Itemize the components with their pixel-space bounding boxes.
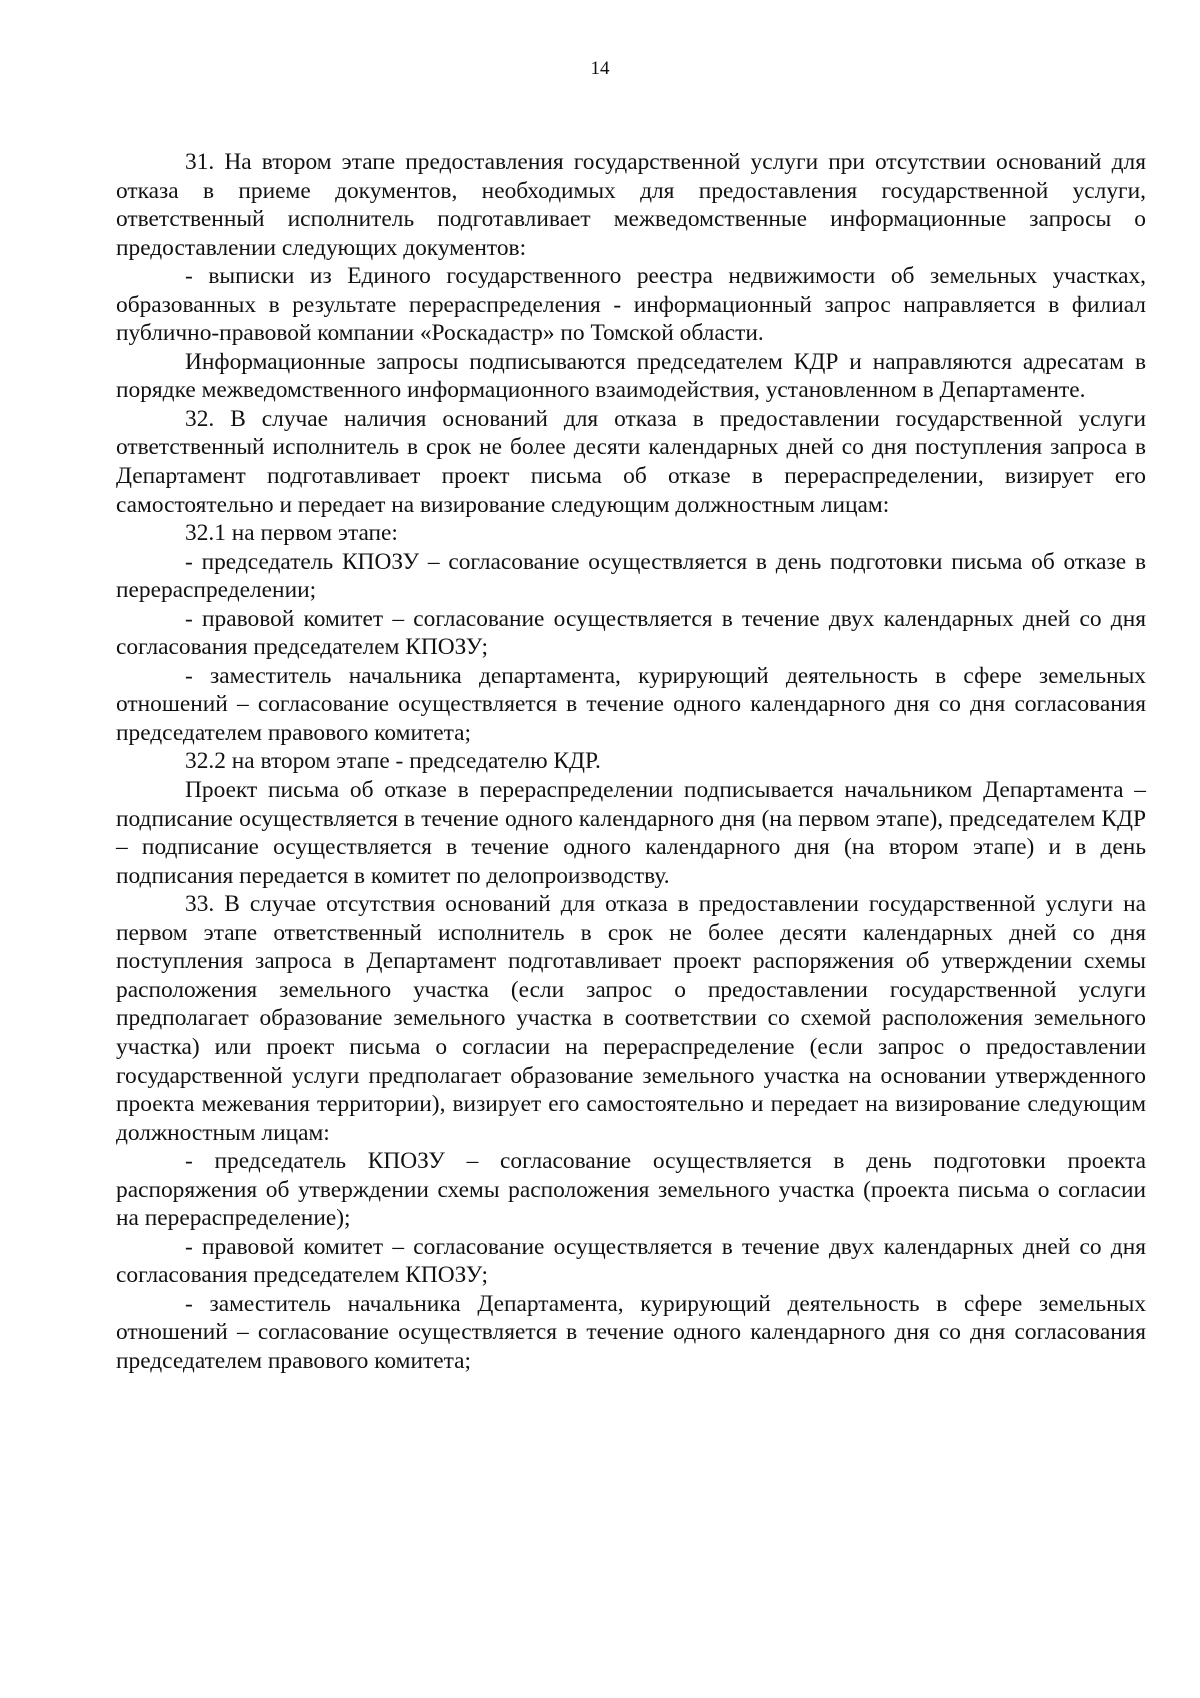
paragraph-31-requests-signing: Информационные запросы подписываются председателем КДР и направляются адресатам в порядке межведомственного информационного взаимодействия, установленном в Департаменте. <box>116 348 1146 404</box>
paragraph-32-2: 32.2 на втором этапе - председателю КДР. <box>185 748 601 775</box>
document-body <box>116 148 1146 1376</box>
paragraph-31-item-egrn-extract: - выписки из Единого государственного реестра недвижимости об земельных участках, образованных в результате перераспределения - информационный запрос направляется в филиал публично-правовой компании «Роскадастр» по Томской области. <box>116 263 1146 347</box>
paragraph-33-item-legal-committee: - правовой комитет – согласование осуществляется в течение двух календарных дней со дня согласования председателем КПОЗУ; <box>116 1233 1146 1289</box>
paragraph-32-1-item-deputy-head: - заместитель начальника департамента, курирующий деятельность в сфере земельных отношений – согласование осуществляется в течение одного календарного дня со дня согласования председателем правового комитета; <box>116 662 1146 746</box>
paragraph-32-1: 32.1 на первом этапе: <box>185 520 398 547</box>
paragraph-33: 33. В случае отсутствия оснований для отказа в предоставлении государственной услуги на первом этапе ответственный исполнитель в срок не более десяти календарных дней со дня поступления запроса в Департамент подготавливает проект распоряжения об утверждении схемы расположения земельного участка (если запрос о предоставлении государственной услуги предполагает образование земельного участка в соответствии со схемой расположения земельного участка) или проект письма о согласии на перераспределение (если запрос о предоставлении государственной услуги предполагает образование земельного участка на основании утвержденного проекта межевания территории), визирует его самостоятельно и передает на визирование следующим должностным лицам: <box>116 891 1146 1146</box>
paragraph-31: 31. На втором этапе предоставления государственной услуги при отсутствии оснований для отказа в приеме документов, необходимых для предоставления государственной услуги, ответственный исполнитель подготавливает межведомственные информационные запросы о предоставлении следующих документов: <box>116 149 1146 261</box>
paragraph-32-1-item-kpozu: - председатель КПОЗУ – согласование осуществляется в день подготовки письма об отказе в перераспределении; <box>116 548 1146 604</box>
paragraph-33-item-deputy-head: - заместитель начальника Департамента, курирующий деятельность в сфере земельных отношений – согласование осуществляется в течение одного календарного дня со дня согласования председателем правового комитета; <box>116 1290 1146 1374</box>
paragraph-32-refusal-signing: Проект письма об отказе в перераспределении подписывается начальником Департамента – подписание осуществляется в течение одного календарного дня (на первом этапе), председателем КДР – подписание осуществляется в течение одного календарного дня (на втором этапе) и в день подписания передается в комитет по делопроизводству. <box>116 777 1146 889</box>
paragraph-32: 32. В случае наличия оснований для отказа в предоставлении государственной услуги ответственный исполнитель в срок не более десяти календарных дней со дня поступления запроса в Департамент подготавливает проект письма об отказе в перераспределении, визирует его самостоятельно и передает на визирование следующим должностным лицам: <box>116 405 1146 518</box>
page-number: 14 <box>590 58 610 79</box>
paragraph-32-1-item-legal-committee: - правовой комитет – согласование осуществляется в течение двух календарных дней со дня согласования председателем КПОЗУ; <box>116 605 1146 661</box>
paragraph-33-item-kpozu: - председатель КПОЗУ – согласование осуществляется в день подготовки проекта распоряжения об утверждении схемы расположения земельного участка (проекта письма о согласии на перераспределение); <box>116 1148 1146 1232</box>
